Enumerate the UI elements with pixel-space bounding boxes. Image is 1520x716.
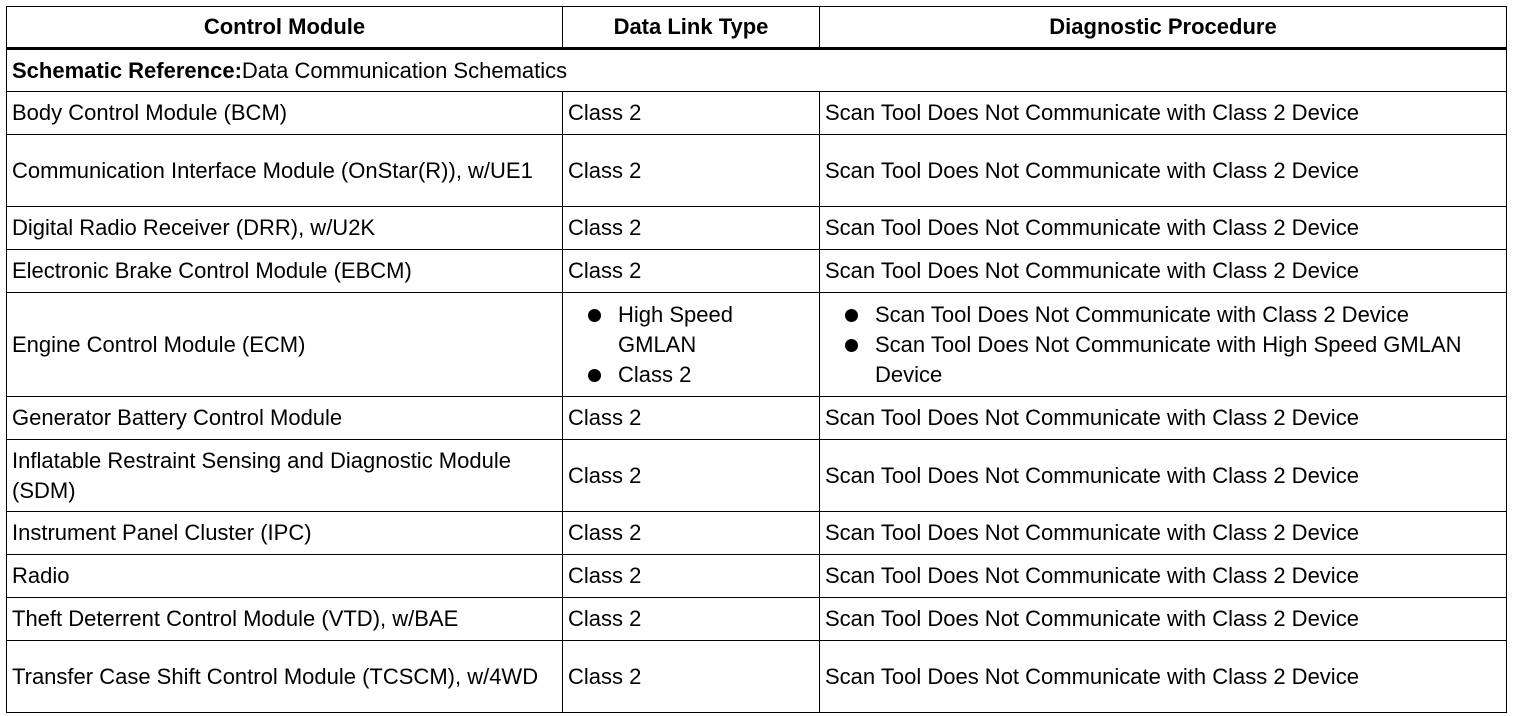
table-row <box>7 598 1507 641</box>
table-row <box>7 207 1507 250</box>
procedure-link[interactable]: Scan Tool Does Not Communicate with Class 2 Device <box>820 440 1507 512</box>
procedure-link[interactable]: Scan Tool Does Not Communicate with Class 2 Device <box>820 135 1507 207</box>
schematic-reference-cell <box>7 49 1507 92</box>
list-item: Class 2 <box>568 360 814 390</box>
table-row <box>7 641 1507 713</box>
module-cell: Electronic Brake Control Module (EBCM) <box>7 250 563 293</box>
table-row <box>7 512 1507 555</box>
schematic-reference-label: Schematic Reference <box>12 57 235 83</box>
module-cell: Inflatable Restraint Sensing and Diagnostic Module (SDM) <box>7 440 563 512</box>
procedure-link[interactable]: Scan Tool Does Not Communicate with Class 2 Device <box>820 92 1507 135</box>
data-link-cell: Class 2 <box>563 250 820 293</box>
schematic-reference-separator: : <box>234 57 242 83</box>
module-cell: Digital Radio Receiver (DRR), w/U2K <box>7 207 563 250</box>
data-link-list <box>568 300 814 390</box>
schematic-reference-row <box>7 49 1507 92</box>
data-link-cell: Class 2 <box>563 555 820 598</box>
table-row <box>7 293 1507 397</box>
data-link-cell: Class 2 <box>563 512 820 555</box>
table-row <box>7 555 1507 598</box>
schematic-reference-link[interactable]: Data Communication Schematics <box>241 57 568 83</box>
module-cell: Generator Battery Control Module <box>7 397 563 440</box>
data-link-cell <box>563 293 820 397</box>
procedure-link[interactable]: Scan Tool Does Not Communicate with Class 2 Device <box>820 555 1507 598</box>
module-cell: Body Control Module (BCM) <box>7 92 563 135</box>
module-cell: Radio <box>7 555 563 598</box>
control-module-table <box>6 6 1507 713</box>
procedure-link[interactable]: Scan Tool Does Not Communicate with Class 2 Device <box>820 397 1507 440</box>
table-header-row <box>7 7 1507 49</box>
procedure-link[interactable]: Scan Tool Does Not Communicate with Class 2 Device <box>820 641 1507 713</box>
procedure-link[interactable]: Scan Tool Does Not Communicate with Class 2 Device <box>820 250 1507 293</box>
table-row <box>7 250 1507 293</box>
data-link-cell: Class 2 <box>563 598 820 641</box>
header-control-module: Control Module <box>7 7 563 49</box>
table-row <box>7 440 1507 512</box>
data-link-cell: Class 2 <box>563 135 820 207</box>
module-cell: Transfer Case Shift Control Module (TCSCM), w/4WD <box>7 641 563 713</box>
data-link-cell: Class 2 <box>563 641 820 713</box>
module-cell: Instrument Panel Cluster (IPC) <box>7 512 563 555</box>
table-row <box>7 135 1507 207</box>
header-diagnostic-procedure: Diagnostic Procedure <box>820 7 1507 49</box>
data-link-cell: Class 2 <box>563 207 820 250</box>
module-cell: Theft Deterrent Control Module (VTD), w/BAE <box>7 598 563 641</box>
procedure-list <box>825 300 1501 390</box>
table-row <box>7 397 1507 440</box>
data-link-cell: Class 2 <box>563 397 820 440</box>
table-row <box>7 92 1507 135</box>
header-data-link-type: Data Link Type <box>563 7 820 49</box>
data-link-cell: Class 2 <box>563 440 820 512</box>
module-cell: Engine Control Module (ECM) <box>7 293 563 397</box>
procedure-link[interactable]: Scan Tool Does Not Communicate with Class 2 Device <box>820 207 1507 250</box>
list-item: High Speed GMLAN <box>568 300 814 360</box>
procedure-link[interactable]: Scan Tool Does Not Communicate with Class 2 Device <box>825 300 1501 330</box>
procedure-link[interactable]: Scan Tool Does Not Communicate with High Speed GMLAN Device <box>825 330 1501 390</box>
data-link-cell: Class 2 <box>563 92 820 135</box>
procedure-link[interactable]: Scan Tool Does Not Communicate with Class 2 Device <box>820 598 1507 641</box>
procedure-link[interactable]: Scan Tool Does Not Communicate with Class 2 Device <box>820 512 1507 555</box>
module-cell: Communication Interface Module (OnStar(R)), w/UE1 <box>7 135 563 207</box>
procedure-cell <box>820 293 1507 397</box>
